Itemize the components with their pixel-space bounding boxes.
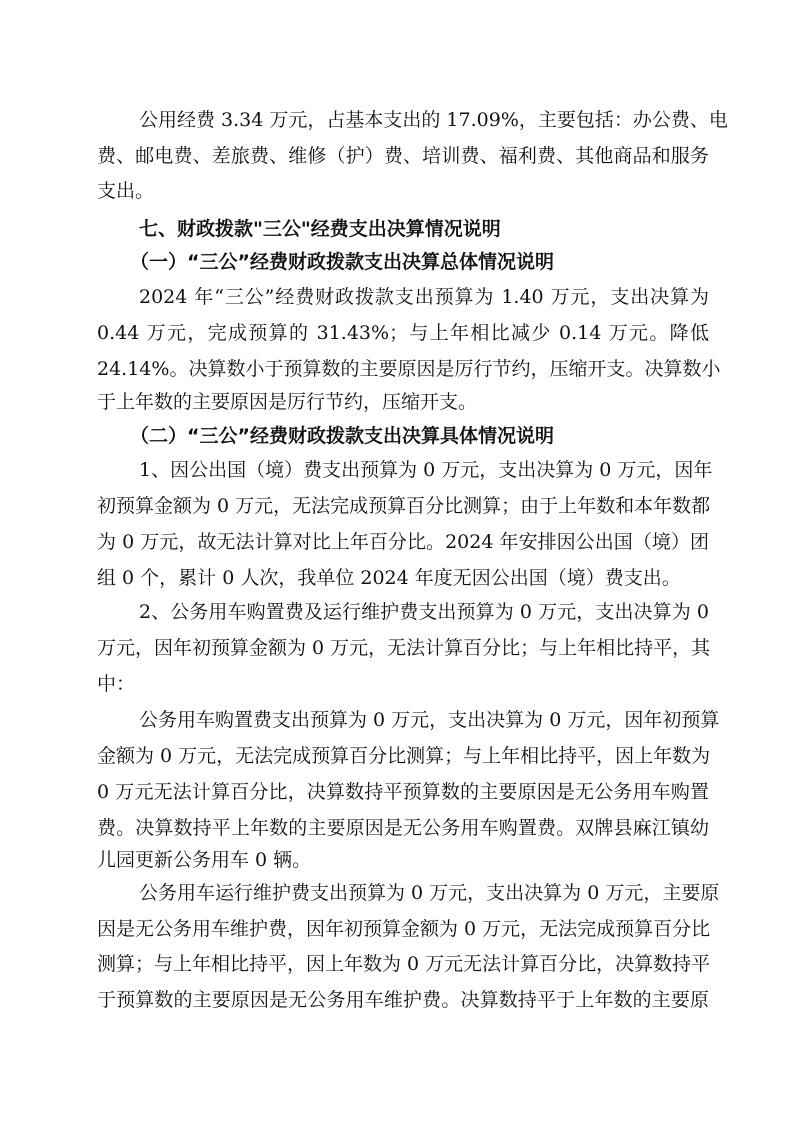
paragraph-line: 1、因公出国（境）费支出预算为 0 万元，支出决算为 0 万元，因年 <box>139 459 713 481</box>
paragraph-line: 初预算金额为 0 万元，无法完成预算百分比测算；由于上年数和本年数都 <box>97 495 711 517</box>
paragraph-line: 万元，因年初预算金额为 0 万元，无法计算百分比；与上年相比持平，其 <box>97 637 711 659</box>
paragraph-line: 费、邮电费、差旅费、维修（护）费、培训费、福利费、其他商品和服务 <box>97 145 709 167</box>
paragraph-line: 中： <box>97 673 136 695</box>
subsection-heading: （一）“三公”经费财政拨款支出决算总体情况说明 <box>130 251 554 273</box>
paragraph-line: 测算；与上年相比持平，因上年数为 0 万元无法计算百分比，决算数持平 <box>97 953 711 975</box>
paragraph-line: 费。决算数持平上年数的主要原因是无公务用车购置费。双牌县麻江镇幼 <box>97 817 709 839</box>
paragraph-line: 公务用车运行维护费支出预算为 0 万元，支出决算为 0 万元，主要原 <box>139 882 720 904</box>
paragraph-line: 0.44 万元，完成预算的 31.43%；与上年相比减少 0.14 万元。降低 <box>97 322 709 344</box>
paragraph-line: 组 0 个，累计 0 人次，我单位 2024 年度无因公出国（境）费支出。 <box>97 567 681 589</box>
paragraph-line: 儿园更新公务用车 0 辆。 <box>97 849 312 871</box>
paragraph-line: 公用经费 3.34 万元，占基本支出的 17.09%，主要包括：办公费、电 <box>139 109 728 131</box>
section-heading: 七、财政拨款"三公"经费支出决算情况说明 <box>139 218 501 240</box>
paragraph-line: 为 0 万元，故无法计算对比上年百分比。2024 年安排因公出国（境）团 <box>97 531 709 553</box>
paragraph-line: 于上年数的主要原因是厉行节约，压缩开支。 <box>97 391 478 413</box>
paragraph-line: 公务用车购置费支出预算为 0 万元，支出决算为 0 万元，因年初预算 <box>139 709 720 731</box>
paragraph-line: 2、公务用车购置费及运行维护费支出预算为 0 万元，支出决算为 0 <box>139 601 709 623</box>
paragraph-line: 因是无公务用车维护费，因年初预算金额为 0 万元，无法完成预算百分比 <box>97 918 711 940</box>
paragraph-line: 金额为 0 万元，无法完成预算百分比测算；与上年相比持平，因上年数为 <box>97 745 711 767</box>
paragraph-line: 0 万元无法计算百分比，决算数持平预算数的主要原因是无公务用车购置 <box>97 781 709 803</box>
paragraph-line: 24.14%。决算数小于预算数的主要原因是厉行节约，压缩开支。决算数小 <box>97 358 721 380</box>
paragraph-line: 2024 年“三公”经费财政拨款支出预算为 1.40 万元，支出决算为 <box>139 286 709 308</box>
subsection-heading: （二）“三公”经费财政拨款支出决算具体情况说明 <box>130 425 554 447</box>
paragraph-line: 于预算数的主要原因是无公务用车维护费。决算数持平于上年数的主要原 <box>97 989 709 1011</box>
paragraph-line: 支出。 <box>97 180 155 202</box>
